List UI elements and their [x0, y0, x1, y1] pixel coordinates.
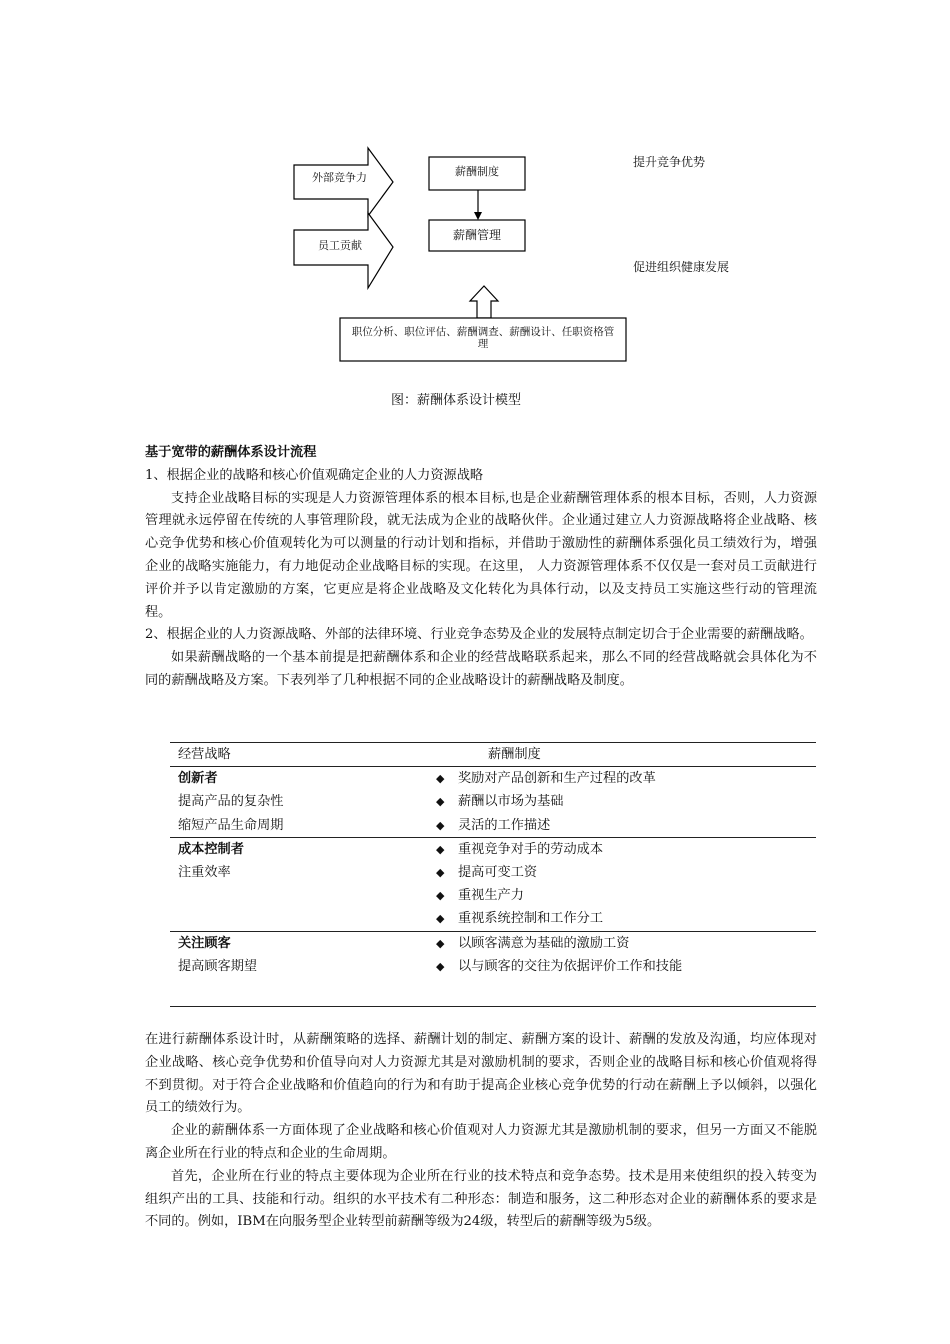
bullet-diamond: ◆ [436, 912, 445, 926]
bullet-diamond: ◆ [436, 795, 445, 809]
outcome-organization-health: 促进组织健康发展 [633, 260, 730, 274]
table-item: 提高可变工资 [458, 864, 538, 880]
table-header-row [170, 743, 816, 766]
salary-model-diagram [0, 0, 950, 420]
section-heading: 基于宽带的薪酬体系设计流程 [145, 445, 317, 460]
table-item: 以顾客满意为基础的激励工资 [458, 935, 630, 951]
step-2: 2、根据企业的人力资源战略、外部的法律环境、行业竞争态势及企业的发展特点制定切合于企业需要的薪酬战略。 [145, 627, 813, 643]
table-item: 奖励对产品创新和生产过程的改革 [458, 771, 656, 787]
table-row [170, 884, 816, 907]
group-title: 成本控制者 [178, 841, 244, 857]
up-arrow [470, 286, 498, 318]
table-item: 重视生产力 [458, 888, 524, 904]
paragraph-1: 支持企业战略目标的实现是人力资源管理体系的根本目标,也是企业薪酬管理体系的根本目标，否则，人力资源管理就永远停留在传统的人事管理阶段，就无法成为企业的战略伙伴。企业通过建立人力资源战略将企业战略、核心竞争优势和核心价值观转化为可以测量的行动计划和指标，并借助于激励性的薪酬体系强化员工绩效行为，增强企业的战略实施能力，有力地促动企业战略目标的实现。在这里， 人力资源管理体系不仅仅是一套对员工贡献进行评价并予以肯定激励的方案，它更应是将企业战略及文化转化为具体行动，以及支持员工实施这些行动的管理流程。 [145, 490, 817, 620]
paragraph-2: 如果薪酬战略的一个基本前提是把薪酬体系和企业的经营战略联系起来，那么不同的经营战略就会具体化为不同的薪酬战略及方案。下表列举了几种根据不同的企业战略设计的薪酬战略及制度。 [145, 650, 817, 688]
section-analysis [145, 1029, 817, 1234]
section-design-process [145, 442, 817, 693]
bullet-diamond: ◆ [436, 865, 445, 879]
table-row [170, 767, 816, 790]
strategy-table [170, 742, 816, 1007]
table-row [170, 907, 816, 930]
bullet-diamond: ◆ [436, 842, 445, 856]
outcome-competitive-advantage: 提升竞争优势 [633, 155, 706, 169]
table-item: 灵活的工作描述 [458, 817, 551, 833]
bullet-diamond: ◆ [436, 959, 445, 973]
table-item: 重视系统控制和工作分工 [458, 911, 604, 927]
bullet-diamond: ◆ [436, 772, 445, 786]
table-item: 重视竞争对手的劳动成本 [458, 841, 604, 857]
box-base-activities-label: 职位分析、职位评估、薪酬调查、薪酬设计、任职资格管理 [351, 326, 615, 350]
paragraph-3: 在进行薪酬体系设计时，从薪酬策略的选择、薪酬计划的制定、薪酬方案的设计、薪酬的发放及沟通，均应体现对企业战略、核心竞争优势和价值导向对人力资源尤其是对激励机制的要求，否则企业的战略目标和核心价值观将得不到贯彻。对于符合企业战略和价值趋向的行为和有助于提高企业核心竞争优势的行动在薪酬上予以倾斜，以强化员工的绩效行为。 [145, 1032, 817, 1116]
header-strategy: 经营战略 [178, 747, 231, 762]
diagram-shapes [0, 0, 950, 420]
table-row [170, 955, 816, 978]
figure-caption: 图：薪酬体系设计模型 [391, 393, 522, 408]
group-detail: 缩短产品生命周期 [178, 817, 284, 833]
bullet-diamond: ◆ [436, 818, 445, 832]
group-detail: 提高产品的复杂性 [178, 794, 284, 810]
group-detail: 提高顾客期望 [178, 958, 258, 974]
input-label-employee: 员工贡献 [318, 239, 362, 252]
box-salary-system-label: 薪酬制度 [455, 165, 499, 178]
connector-arrowhead [474, 212, 482, 220]
bullet-diamond: ◆ [436, 936, 445, 950]
bullet-diamond: ◆ [436, 889, 445, 903]
paragraph-5: 首先，企业所在行业的特点主要体现为企业所在行业的技术特点和竞争态势。技术是用来使组织的投入转变为组织产出的工具、技能和行动。组织的水平技术有二种形态：制造和服务，这二种形态对企业的薪酬体系的要求是不同的。例如，IBM在向服务型企业转型前薪酬等级为24级，转型后的薪酬等级为5级。 [145, 1168, 817, 1230]
group-title: 创新者 [178, 771, 218, 787]
paragraph-4: 企业的薪酬体系一方面体现了企业战略和核心价值观对人力资源尤其是激励机制的要求，但另一方面又不能脱离企业所在行业的特点和企业的生命周期。 [145, 1123, 817, 1161]
table-row [170, 932, 816, 955]
table-row [170, 838, 816, 861]
group-detail: 注重效率 [178, 864, 231, 880]
table-row [170, 814, 816, 837]
table-item: 薪酬以市场为基础 [458, 794, 564, 810]
table-item: 以与顾客的交往为依据评价工作和技能 [458, 958, 683, 974]
table-row [170, 790, 816, 813]
input-label-external: 外部竞争力 [312, 171, 367, 184]
header-system: 薪酬制度 [488, 747, 541, 762]
step-1: 1、根据企业的战略和核心价值观确定企业的人力资源战略 [145, 467, 484, 483]
table-row [170, 861, 816, 884]
box-salary-management-label: 薪酬管理 [452, 228, 501, 242]
group-title: 关注顾客 [178, 935, 231, 951]
